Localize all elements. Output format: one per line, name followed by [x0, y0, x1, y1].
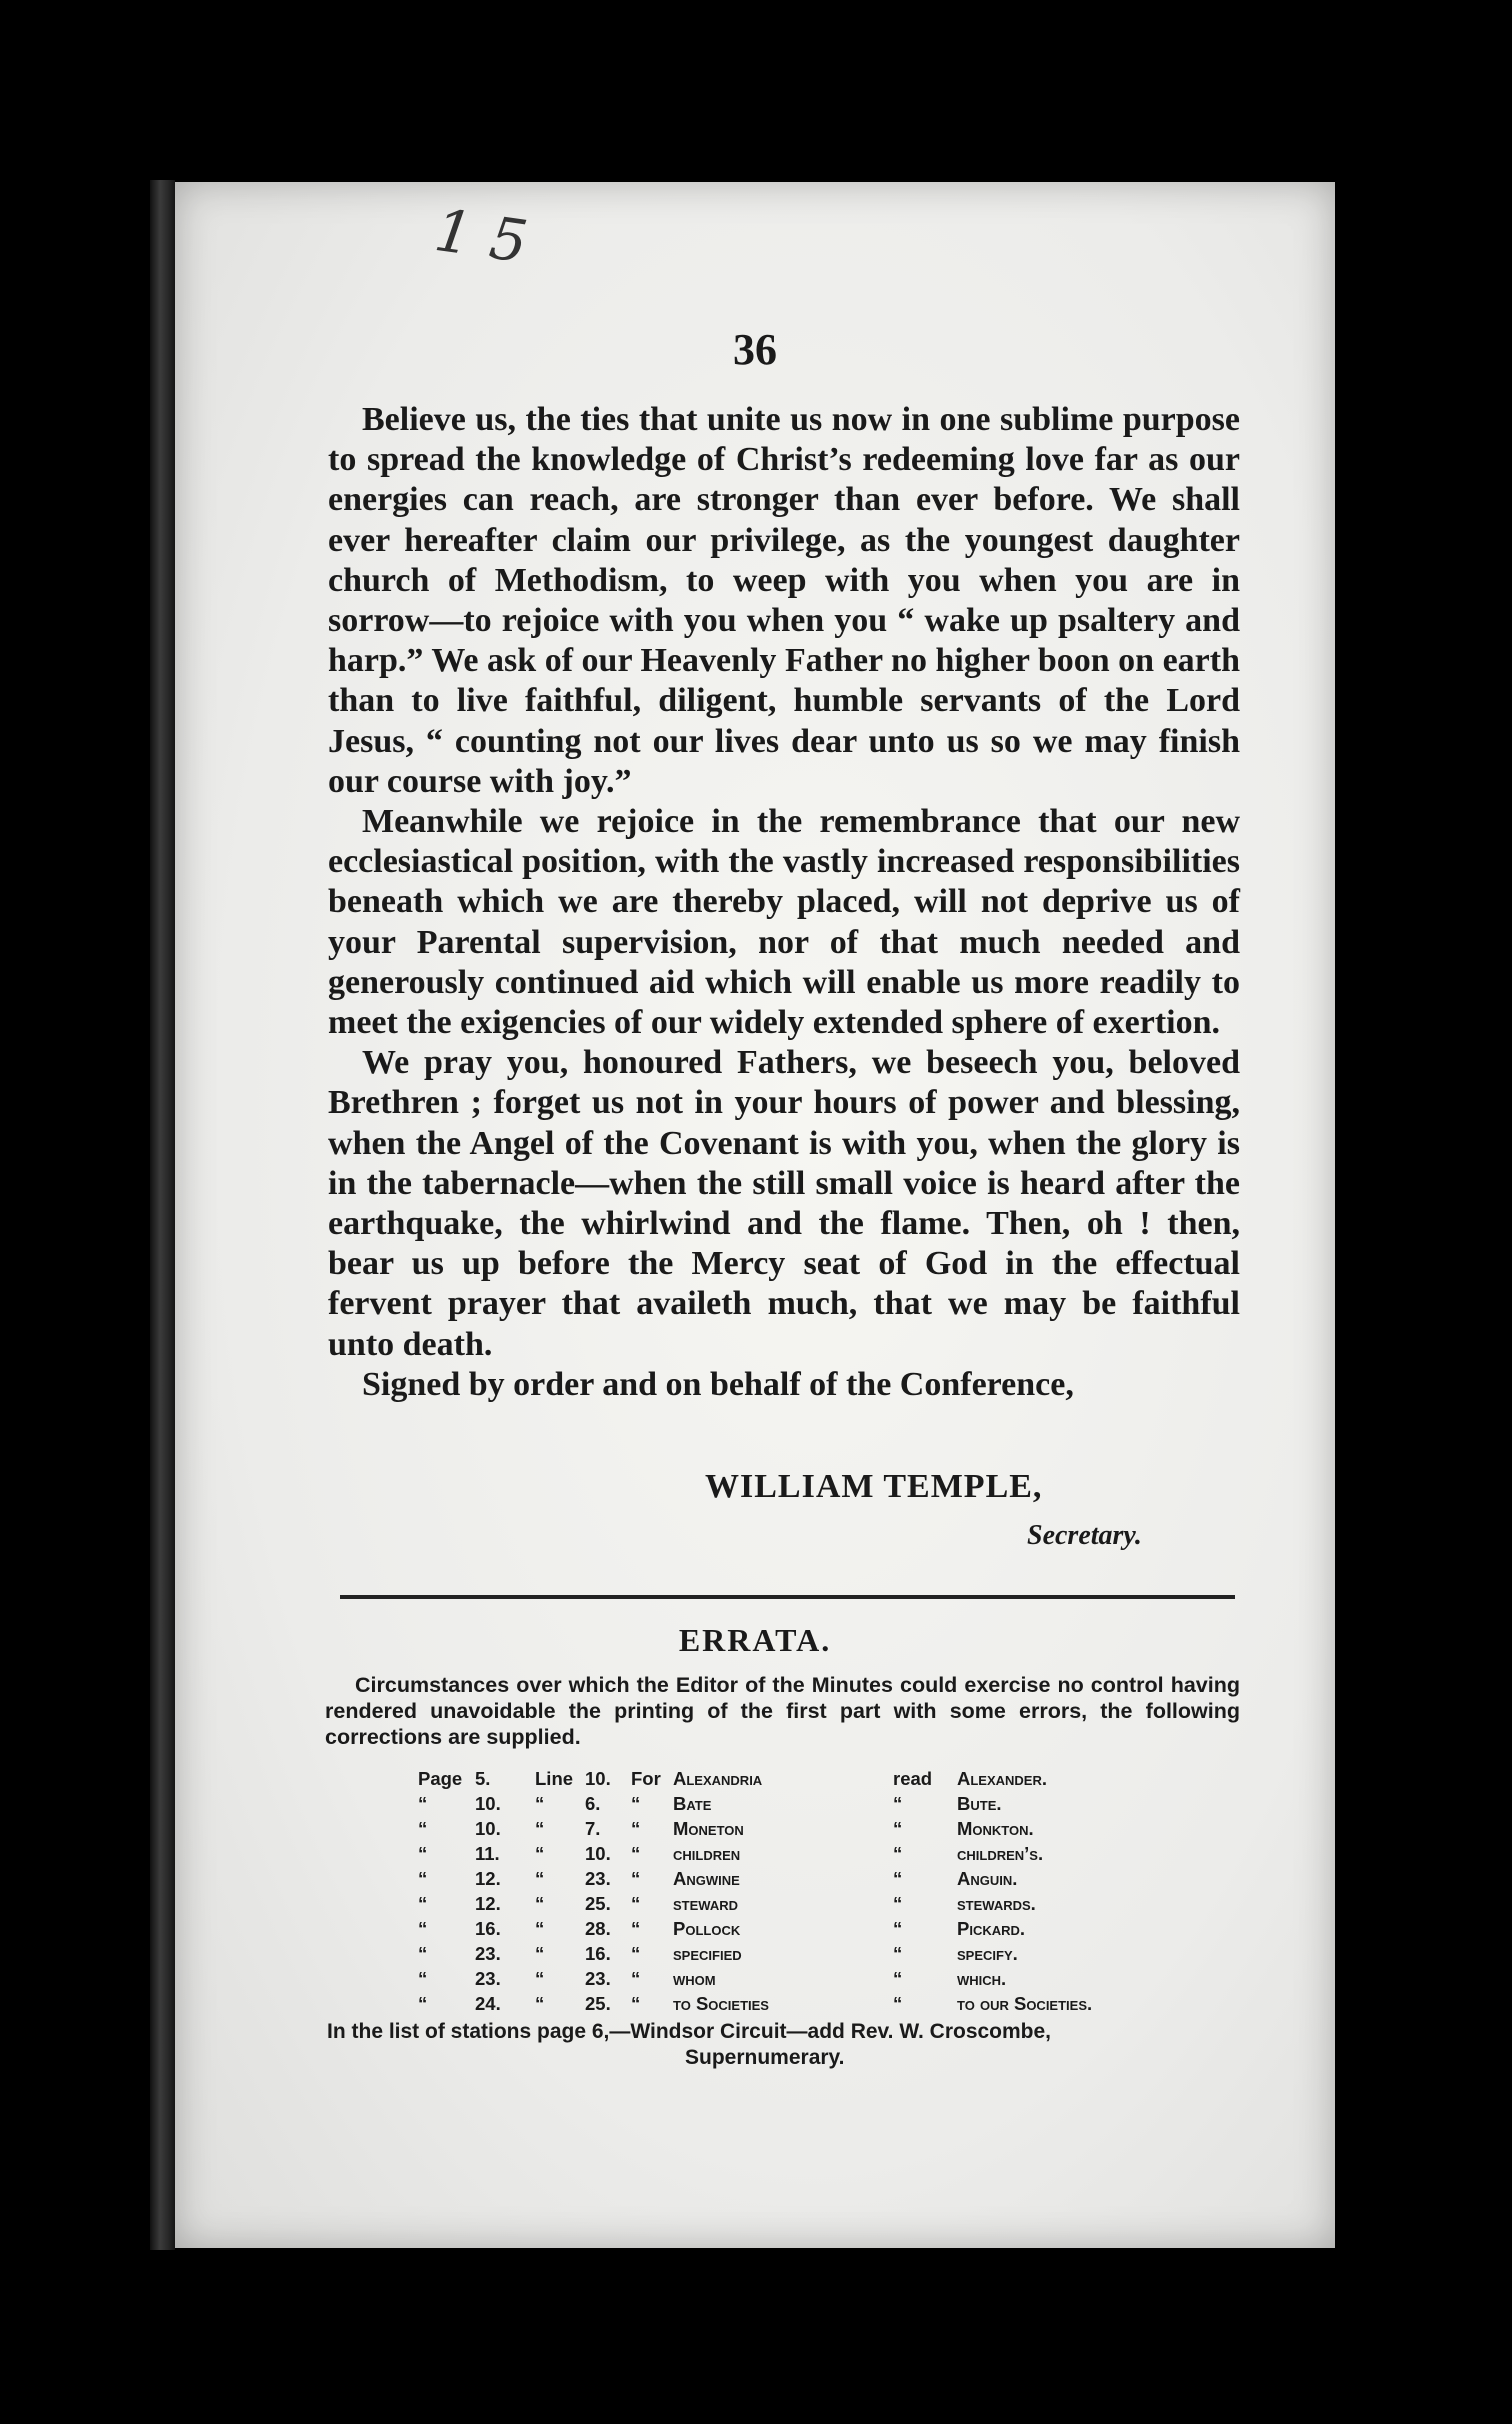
errata-table — [418, 1766, 1092, 2016]
errata-read-label: “ — [893, 1917, 903, 1939]
errata-for-label: “ — [631, 1817, 641, 1839]
errata-page-label: “ — [418, 1842, 428, 1864]
errata-page-number: 10. — [475, 1817, 501, 1839]
errata-page-number: 12. — [475, 1867, 501, 1889]
errata-row — [418, 1991, 1092, 2016]
errata-line-label: Line — [535, 1767, 574, 1789]
errata-page-label: “ — [418, 1892, 428, 1914]
errata-for-label: “ — [631, 1867, 641, 1889]
errata-line-label: “ — [535, 1867, 545, 1889]
paragraph-2: Meanwhile we rejoice in the remembrance that our new ecclesiastical position, with the vastly increased responsibilities beneath which we are thereby placed, will not deprive us of your Parental supervision, nor of that much needed and generously continued aid which will enable us more readily to meet the exigencies of our widely extended sphere of exertion. — [328, 803, 1240, 1042]
errata-for-label: “ — [631, 1967, 641, 1989]
errata-page-number: 23. — [475, 1942, 501, 1964]
errata-correct-text: which. — [957, 1967, 1007, 1989]
errata-page-number: 24. — [475, 1992, 501, 2014]
errata-for-label: “ — [631, 1792, 641, 1814]
pencil-annotation: 1 5 — [430, 195, 532, 277]
errata-page-number: 23. — [475, 1967, 501, 1989]
errata-footer-line-1: In the list of stations page 6,—Windsor Circuit—add Rev. W. Croscombe, — [327, 2020, 1052, 2043]
page-number: 36 — [733, 325, 777, 374]
errata-incorrect-text: children — [673, 1842, 741, 1864]
errata-for-label: “ — [631, 1892, 641, 1914]
errata-row — [418, 1941, 1092, 1966]
errata-line-label: “ — [535, 1992, 545, 2014]
errata-read-label: “ — [893, 1867, 903, 1889]
errata-intro-text: Circumstances over which the Editor of the Minutes could exercise no control having rendered unavoidable the printing of the first part with some errors, the following corrections are supplied. — [325, 1673, 1240, 1749]
errata-correct-text: Monkton. — [957, 1817, 1034, 1839]
errata-correct-text: stewards. — [957, 1892, 1036, 1914]
errata-correct-text: specify. — [957, 1942, 1018, 1964]
letter-body — [328, 400, 1240, 1405]
errata-row — [418, 1916, 1092, 1941]
errata-for-label: For — [631, 1767, 661, 1789]
errata-row — [418, 1791, 1092, 1816]
errata-page-number: 16. — [475, 1917, 501, 1939]
errata-row — [418, 1866, 1092, 1891]
errata-read-label: “ — [893, 1967, 903, 1989]
document-page — [175, 182, 1335, 2248]
errata-intro — [325, 1672, 1240, 1750]
errata-incorrect-text: steward — [673, 1892, 738, 1914]
errata-row — [418, 1891, 1092, 1916]
errata-correct-text: children’s. — [957, 1842, 1044, 1864]
errata-line-number: 23. — [585, 1967, 611, 1989]
errata-table-body — [418, 1766, 1092, 2016]
errata-line-number: 10. — [585, 1767, 611, 1789]
signature-title: Secretary. — [1027, 1520, 1142, 1551]
errata-line-label: “ — [535, 1792, 545, 1814]
book-spine — [150, 180, 175, 2250]
errata-correct-text: Pickard. — [957, 1917, 1026, 1939]
errata-incorrect-text: Angwine — [673, 1867, 740, 1889]
errata-line-label: “ — [535, 1892, 545, 1914]
errata-line-number: 25. — [585, 1992, 611, 2014]
errata-page-label: “ — [418, 1967, 428, 1989]
errata-row — [418, 1841, 1092, 1866]
errata-read-label: “ — [893, 1817, 903, 1839]
signed-line: Signed by order and on behalf of the Conference, — [362, 1365, 1074, 1403]
errata-read-label: “ — [893, 1992, 903, 2014]
errata-line-label: “ — [535, 1967, 545, 1989]
errata-line-number: 25. — [585, 1892, 611, 1914]
errata-for-label: “ — [631, 1917, 641, 1939]
errata-read-label: read — [893, 1767, 933, 1789]
errata-incorrect-text: specified — [673, 1942, 742, 1964]
errata-line-label: “ — [535, 1917, 545, 1939]
errata-line-number: 10. — [585, 1842, 611, 1864]
errata-correct-text: to our Societies. — [957, 1992, 1093, 2014]
errata-line-label: “ — [535, 1942, 545, 1964]
errata-page-number: 5. — [475, 1767, 491, 1789]
errata-for-label: “ — [631, 1842, 641, 1864]
errata-page-label: “ — [418, 1917, 428, 1939]
errata-read-label: “ — [893, 1942, 903, 1964]
errata-line-label: “ — [535, 1842, 545, 1864]
errata-line-number: 23. — [585, 1867, 611, 1889]
errata-line-number: 7. — [585, 1817, 601, 1839]
errata-read-label: “ — [893, 1892, 903, 1914]
errata-heading: ERRATA. — [678, 1622, 832, 1658]
errata-correct-text: Anguin. — [957, 1867, 1018, 1889]
section-divider — [340, 1595, 1235, 1599]
errata-page-label: Page — [418, 1767, 463, 1789]
errata-incorrect-text: Pollock — [673, 1917, 741, 1939]
errata-row — [418, 1966, 1092, 1991]
errata-page-label: “ — [418, 1867, 428, 1889]
paragraph-3: We pray you, honoured Fathers, we beseech you, beloved Brethren ; forget us not in your hours of power and blessing, when the Angel of the Covenant is with you, when the glory is in the tabernacle—when the still small voice is heard after the earthquake, the whirlwind and the flame. Then, oh ! then, bear us up before the Mercy seat of God in the effectual fervent prayer that availeth much, that we may be faithful unto death. — [328, 1044, 1240, 1363]
errata-page-label: “ — [418, 1817, 428, 1839]
errata-for-label: “ — [631, 1942, 641, 1964]
errata-read-label: “ — [893, 1792, 903, 1814]
errata-page-number: 12. — [475, 1892, 501, 1914]
errata-row — [418, 1816, 1092, 1841]
errata-incorrect-text: Bate — [673, 1792, 712, 1814]
errata-page-label: “ — [418, 1792, 428, 1814]
errata-footer-line-2: Supernumerary. — [685, 2046, 845, 2069]
signature-name: WILLIAM TEMPLE, — [705, 1468, 1043, 1505]
errata-line-number: 16. — [585, 1942, 611, 1964]
errata-page-number: 11. — [475, 1842, 500, 1864]
errata-incorrect-text: Moneton — [673, 1817, 744, 1839]
errata-correct-text: Alexander. — [957, 1767, 1048, 1789]
errata-for-label: “ — [631, 1992, 641, 2014]
errata-page-number: 10. — [475, 1792, 501, 1814]
errata-correct-text: Bute. — [957, 1792, 1002, 1814]
errata-row — [418, 1766, 1092, 1791]
paragraph-1: Believe us, the ties that unite us now in one sublime purpose to spread the knowledge of Christ’s redeeming love far as our energies can reach, are stronger than ever before. We shall ever hereafter claim our privilege, as the youngest daughter church of Methodism, to weep with you when you are in sorrow—to rejoice with you when you “ wake up psaltery and harp.” We ask of our Heavenly Father no higher boon on earth than to live faithful, diligent, humble servants of the Lord Jesus, “ counting not our lives dear unto us so we may finish our course with joy.” — [328, 401, 1240, 800]
errata-page-label: “ — [418, 1992, 428, 2014]
errata-line-number: 28. — [585, 1917, 611, 1939]
errata-read-label: “ — [893, 1842, 903, 1864]
errata-footer — [327, 2019, 1242, 2071]
errata-line-number: 6. — [585, 1792, 601, 1814]
errata-incorrect-text: Alexandria — [673, 1767, 763, 1789]
errata-incorrect-text: to Societies — [673, 1992, 769, 2014]
errata-line-label: “ — [535, 1817, 545, 1839]
errata-incorrect-text: whom — [673, 1967, 716, 1989]
errata-page-label: “ — [418, 1942, 428, 1964]
